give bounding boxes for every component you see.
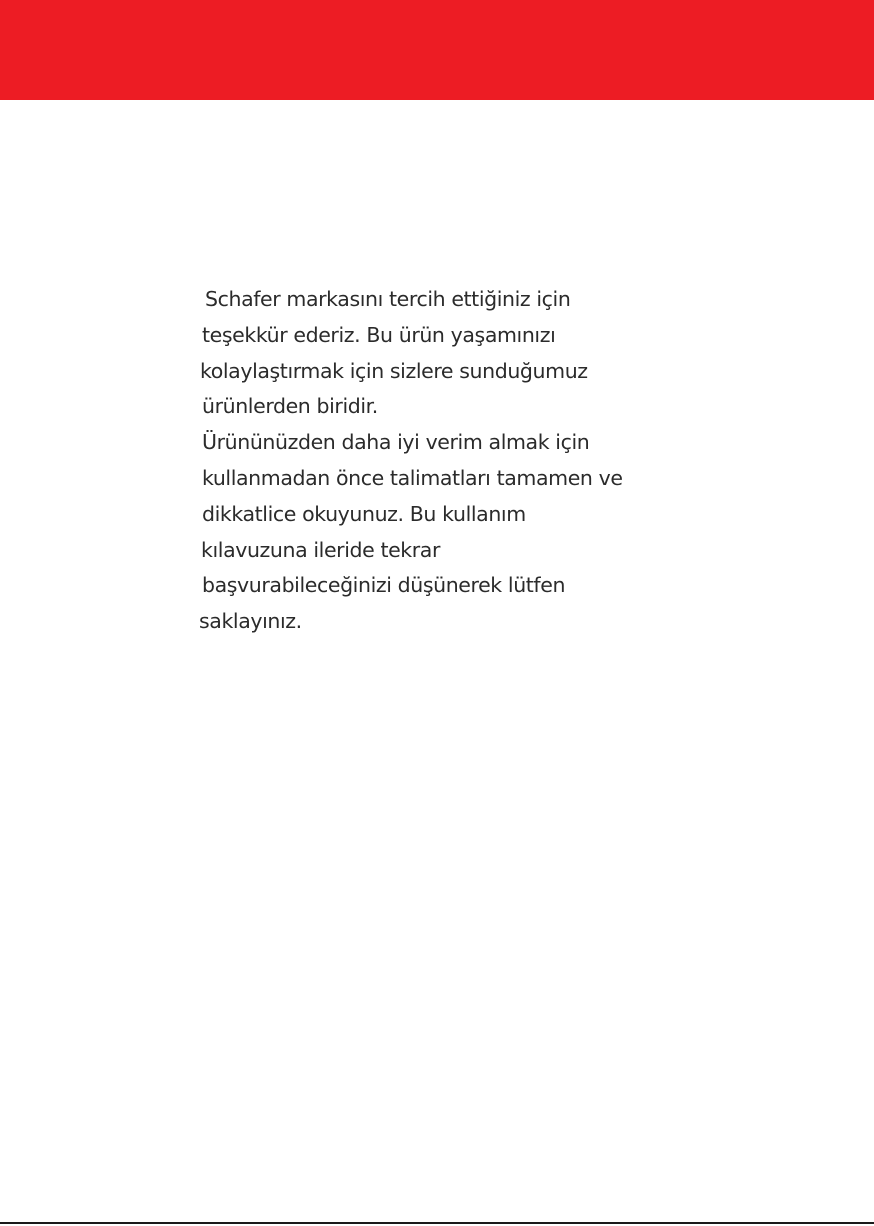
intro-line: ürünlerden biridir. (202, 394, 378, 419)
bottom-rule (0, 1222, 874, 1224)
intro-line: kolaylaştırmak için sizlere sunduğumuz (200, 358, 588, 383)
intro-line: dikkatlice okuyunuz. Bu kullanım (202, 501, 526, 526)
intro-line: kullanmadan önce talimatları tamamen ve (202, 465, 623, 490)
intro-line: başvurabileceğinizi düşünerek lütfen (202, 573, 566, 598)
header-band (0, 0, 874, 100)
intro-line: kılavuzuna ileride tekrar (201, 537, 440, 562)
intro-line: teşekkür ederiz. Bu ürün yaşamınızı (202, 322, 556, 347)
intro-line: saklayınız. (199, 609, 302, 634)
intro-line: Ürününüzden daha iyi verim almak için (202, 430, 590, 455)
intro-line: Schafer markasını tercih ettiğiniz için (205, 287, 571, 311)
intro-message (193, 282, 693, 640)
